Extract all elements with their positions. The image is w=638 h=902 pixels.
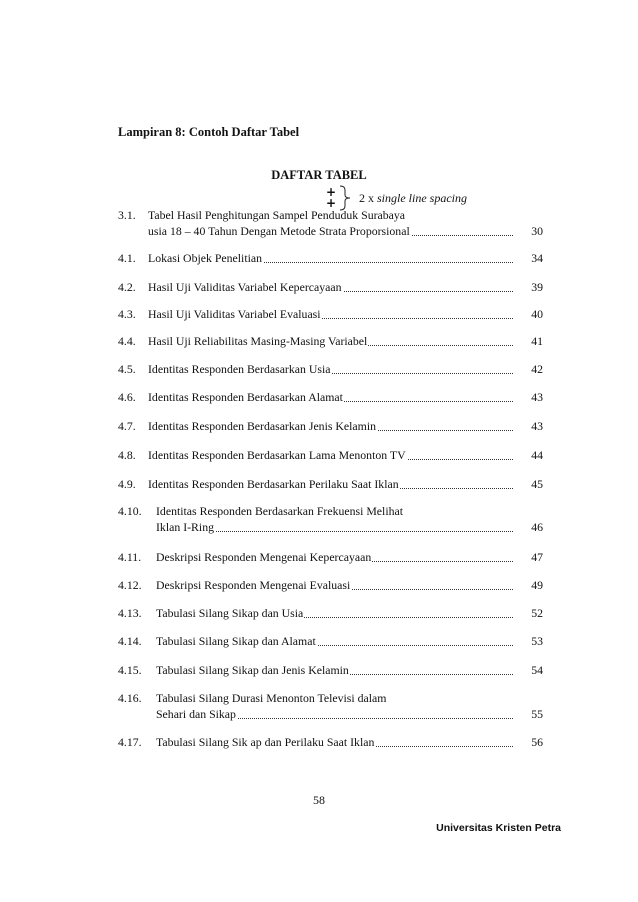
toc-entry-line [118,250,543,266]
footer-institution: Universitas Kristen Petra [436,822,561,834]
plus-icon: + [326,185,337,199]
toc-entry-line [118,690,543,706]
toc-entry-leader-line [148,306,513,322]
toc-entry-line [118,662,543,678]
toc-entry-line [118,577,543,593]
toc-entry-number: 4.5. [118,362,136,376]
toc-entry-title: Tabulasi Silang Sikap dan Alamat [156,634,316,648]
toc-entry-number: 4.3. [118,307,136,321]
toc-entry-leader-line [156,577,513,593]
toc-entry-line [118,389,543,405]
toc-entry-title: Lokasi Objek Penelitian [148,251,263,265]
toc-entry-title: Identitas Responden Berdasarkan Usia [148,362,331,376]
page-number: 58 [313,793,325,807]
toc-entry-leader-line [148,389,513,405]
toc-entry [118,418,543,434]
toc-entry-leader-line [156,706,513,722]
toc-entry-line [118,605,543,621]
toc-entry-line [118,549,543,565]
toc-entry-number: 4.15. [118,663,142,677]
toc-entry [118,389,543,405]
toc-entry-page: 41 [531,334,543,348]
toc-entry-title: Hasil Uji Validitas Variabel Evaluasi [148,307,321,321]
toc-entry-leader-line [156,633,513,649]
toc-entry-number: 4.6. [118,390,136,404]
toc-entry-title: Identitas Responden Berdasarkan Lama Menonton TV [148,448,406,462]
toc-entry-title: Sehari dan Sikap [156,707,236,721]
toc-entry-title: Identitas Responden Berdasarkan Alamat [148,390,343,404]
toc-entry-title: Identitas Responden Berdasarkan Jenis Kelamin [148,419,377,433]
toc-entry-line [118,223,543,239]
toc-entry-page: 49 [531,578,543,592]
toc-entry-page: 54 [531,663,543,677]
toc-entry-number: 4.12. [118,578,142,592]
toc-entry-title: Tabulasi Silang Sikap dan Jenis Kelamin [156,663,349,677]
toc-entry-line [118,418,543,434]
toc-entry-page: 53 [531,634,543,648]
toc-entry-leader-line [148,279,513,295]
toc-entry-line [118,447,543,463]
toc-entry-page: 40 [531,307,543,321]
toc-entry [118,361,543,377]
toc-entry [118,207,543,239]
page-title: DAFTAR TABEL [271,168,367,182]
toc-entry-title: Deskripsi Responden Mengenai Kepercayaan [156,550,372,564]
toc-entry-page: 44 [531,448,543,462]
toc-entry-leader-line [148,418,513,434]
toc-entry-title: Iklan I-Ring [156,520,214,534]
toc-entry-leader-line [156,549,513,565]
toc-entry-leader-line [148,250,513,266]
toc-entry-line [118,503,543,519]
toc-entry-number: 4.10. [118,504,142,518]
toc-entry-number: 4.9. [118,477,136,491]
toc-entry-leader-line [156,519,513,535]
toc-entry-title: Identitas Responden Berdasarkan Perilaku Saat Iklan [148,477,399,491]
toc-entry-number: 4.2. [118,280,136,294]
toc-entry-leader-line [156,734,513,750]
toc-entry-line [118,476,543,492]
toc-entry [118,306,543,322]
toc-entry-page: 42 [531,362,543,376]
toc-entry-number: 3.1. [118,208,136,222]
toc-entry-title: Tabulasi Silang Sik ap dan Perilaku Saat Iklan [156,735,375,749]
toc-entry-leader-line [156,662,513,678]
toc-entry-number: 4.14. [118,634,142,648]
toc-entry-leader-line [148,447,513,463]
toc-entry-number: 4.16. [118,691,142,705]
toc-entry-line [118,734,543,750]
toc-entry [118,476,543,492]
toc-entry-number: 4.7. [118,419,136,433]
toc-entry-number: 4.13. [118,606,142,620]
toc-entry-title: Hasil Uji Validitas Variabel Kepercayaan [148,280,342,294]
toc-entry [118,633,543,649]
toc-entry-line [118,207,543,223]
spacing-note-italic: single line spacing [377,191,467,205]
toc-entry-number: 4.8. [118,448,136,462]
toc-entry-number: 4.17. [118,735,142,749]
toc-entry-title: Deskripsi Responden Mengenai Evaluasi [156,578,351,592]
toc-entry-title: Hasil Uji Reliabilitas Masing-Masing Variabel [148,334,368,348]
toc-entry-line [118,361,543,377]
toc-entry [118,250,543,266]
toc-entry-title: Tabel Hasil Penghitungan Sampel Penduduk Surabaya [148,208,406,222]
toc-entry-line [118,279,543,295]
toc-entry-page: 47 [531,550,543,564]
toc-entry-page: 39 [531,280,543,294]
toc-entry-line [118,333,543,349]
toc-entry-leader-line [156,605,513,621]
toc-entry-line [118,633,543,649]
spacing-note [359,191,467,206]
toc-entry [118,690,543,722]
spacing-note-prefix: 2 x [359,191,377,205]
toc-entry-line [118,519,543,535]
toc-entry-line [118,306,543,322]
toc-entry-page: 45 [531,477,543,491]
toc-entry-leader-line [148,476,513,492]
toc-entry-page: 55 [531,707,543,721]
toc-entry-number: 4.4. [118,334,136,348]
toc-entry-title: Tabulasi Silang Sikap dan Usia [156,606,304,620]
toc-entry [118,503,543,535]
toc-entry-leader-line [148,333,513,349]
toc-entry-leader-line [148,361,513,377]
appendix-heading: Lampiran 8: Contoh Daftar Tabel [118,125,300,139]
plus-icon: + [326,196,337,210]
toc-entry [118,605,543,621]
toc-entry-page: 43 [531,419,543,433]
toc-entry [118,662,543,678]
toc-entry-leader-line [148,223,513,239]
toc-entry [118,734,543,750]
toc-entry-page: 43 [531,390,543,404]
toc-entry-title: Identitas Responden Berdasarkan Frekuensi Melihat [156,504,404,518]
toc-entry-title: usia 18 – 40 Tahun Dengan Metode Strata Proporsional [148,224,410,238]
toc-entry [118,577,543,593]
toc-entry [118,549,543,565]
toc-entry-page: 52 [531,606,543,620]
toc-entry [118,279,543,295]
toc-entry-number: 4.1. [118,251,136,265]
toc-entry-page: 46 [531,520,543,534]
toc-entry-page: 30 [531,224,543,238]
toc-entry [118,333,543,349]
toc-entry-page: 56 [531,735,543,749]
toc-entry-title: Tabulasi Silang Durasi Menonton Televisi dalam [156,691,387,705]
toc-entry-line [118,706,543,722]
toc-entry [118,447,543,463]
toc-entry-number: 4.11. [118,550,142,564]
toc-entry-page: 34 [531,251,543,265]
